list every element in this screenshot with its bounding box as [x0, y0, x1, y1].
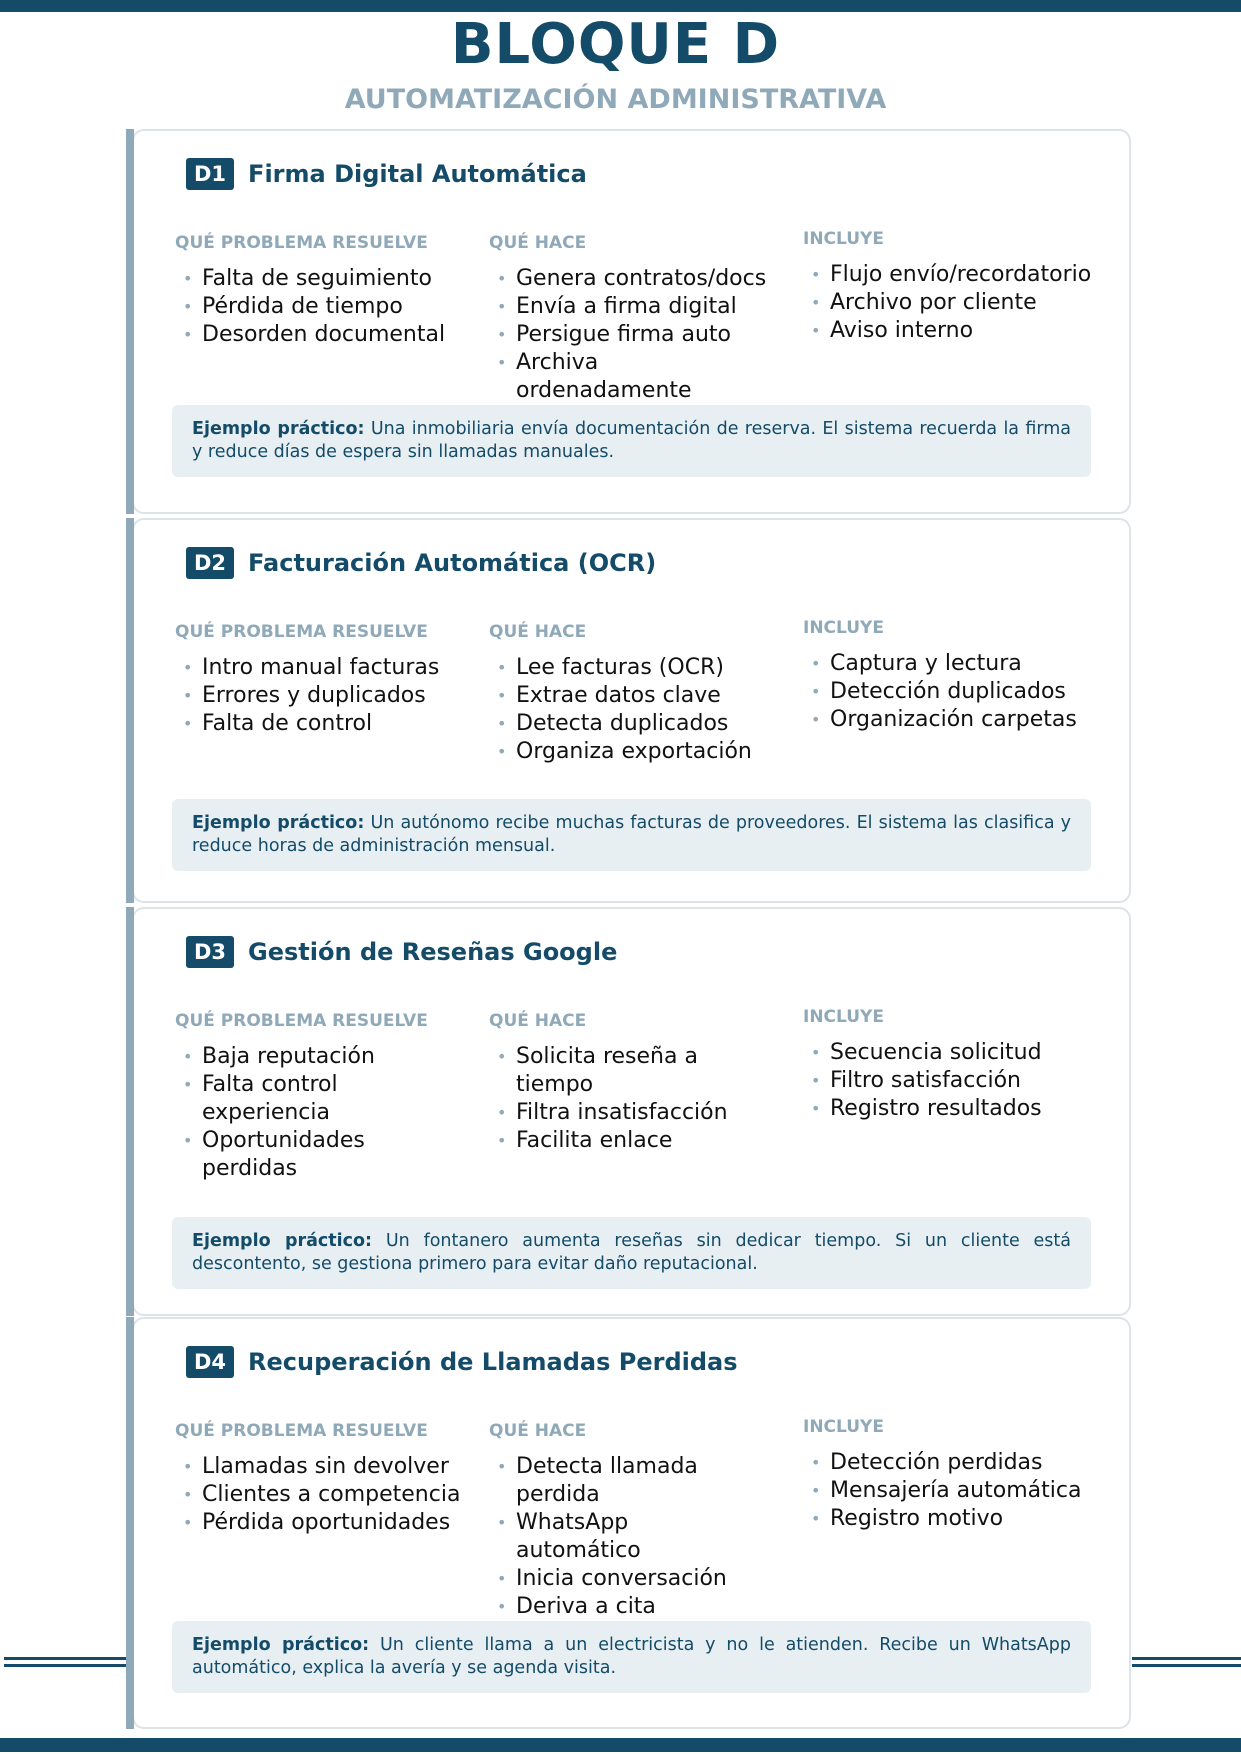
- does-list: [489, 265, 779, 405]
- includes-list: [803, 261, 1093, 345]
- list-item: • Archivo por cliente: [803, 289, 1093, 317]
- example-label: Ejemplo práctico:: [192, 813, 365, 833]
- list-item: • Detecta llamada perdida: [489, 1453, 739, 1509]
- list-item: • Organiza exportación: [489, 738, 779, 766]
- list-item: • Extrae datos clave: [489, 682, 779, 710]
- list-item: • Detección perdidas: [803, 1449, 1093, 1477]
- list-item: • Flujo envío/recordatorio: [803, 261, 1093, 289]
- list-item: • Oportunidades perdidas: [175, 1127, 385, 1183]
- block-code-badge: D2: [186, 547, 234, 579]
- card-header: [186, 547, 656, 579]
- problem-list: [175, 654, 465, 738]
- list-item: • Mensajería automática: [803, 1477, 1093, 1505]
- list-item: • Secuencia solicitud: [803, 1039, 1093, 1067]
- list-item: • Deriva a cita: [489, 1593, 739, 1621]
- problem-label: QUÉ PROBLEMA RESUELVE: [175, 622, 428, 642]
- list-item: • Persigue firma auto: [489, 321, 779, 349]
- list-item: • Genera contratos/docs: [489, 265, 779, 293]
- list-item: • Falta de control: [175, 710, 465, 738]
- does-column: [489, 1419, 779, 1621]
- does-column: [489, 231, 779, 405]
- example-label: Ejemplo práctico:: [192, 1635, 370, 1655]
- list-item: • Desorden documental: [175, 321, 465, 349]
- list-item: • Falta control experiencia: [175, 1071, 385, 1127]
- list-item: • Llamadas sin devolver: [175, 1453, 465, 1481]
- card-header: [186, 1346, 738, 1378]
- example-text: Un cliente llama a un electricista y no le atienden. Recibe un WhatsApp automático, explica la avería y se agenda visita.: [192, 1635, 1071, 1678]
- list-item: • Captura y lectura: [803, 650, 1093, 678]
- list-item: • Aviso interno: [803, 317, 1093, 345]
- includes-column: [803, 227, 1093, 345]
- includes-list: [803, 650, 1093, 734]
- example-label: Ejemplo práctico:: [192, 419, 365, 439]
- problem-list: [175, 1453, 465, 1537]
- does-column: [489, 620, 779, 766]
- list-item: • Solicita reseña a tiempo: [489, 1043, 779, 1099]
- does-label: QUÉ HACE: [489, 1421, 587, 1441]
- example-box: [172, 1621, 1091, 1693]
- problem-column: [175, 231, 465, 349]
- block-card-d2: [132, 518, 1131, 903]
- list-item: • Registro motivo: [803, 1505, 1093, 1533]
- list-item: • Organización carpetas: [803, 706, 1093, 734]
- list-item: • Inicia conversación: [489, 1565, 739, 1593]
- list-item: • Intro manual facturas: [175, 654, 465, 682]
- does-list: [489, 654, 779, 766]
- includes-column: [803, 616, 1093, 734]
- list-item: • Detección duplicados: [803, 678, 1093, 706]
- includes-label: INCLUYE: [803, 618, 884, 638]
- list-item: • Baja reputación: [175, 1043, 385, 1071]
- list-item: • Errores y duplicados: [175, 682, 465, 710]
- example-text: Un fontanero aumenta reseñas sin dedicar tiempo. Si un cliente está descontento, se gestiona primero para evitar daño reputacional.: [192, 1231, 1071, 1274]
- example-text: Un autónomo recibe muchas facturas de proveedores. El sistema las clasifica y reduce horas de administración mensual.: [192, 813, 1071, 856]
- block-card-d3: [132, 907, 1131, 1316]
- list-item: • Facilita enlace: [489, 1127, 779, 1155]
- list-item: • Pérdida oportunidades: [175, 1509, 465, 1537]
- problem-list: [175, 265, 465, 349]
- includes-column: [803, 1005, 1093, 1123]
- problem-label: QUÉ PROBLEMA RESUELVE: [175, 1011, 428, 1031]
- problem-label: QUÉ PROBLEMA RESUELVE: [175, 233, 428, 253]
- block-code-badge: D4: [186, 1346, 234, 1378]
- list-item: • WhatsApp automático: [489, 1509, 739, 1565]
- includes-list: [803, 1039, 1093, 1123]
- list-item: • Filtra insatisfacción: [489, 1099, 779, 1127]
- page-subtitle: AUTOMATIZACIÓN ADMINISTRATIVA: [344, 84, 887, 115]
- includes-label: INCLUYE: [803, 1007, 884, 1027]
- includes-column: [803, 1415, 1093, 1533]
- does-label: QUÉ HACE: [489, 622, 587, 642]
- does-label: QUÉ HACE: [489, 233, 587, 253]
- includes-list: [803, 1449, 1093, 1533]
- does-label: QUÉ HACE: [489, 1011, 587, 1031]
- example-box: [172, 1217, 1091, 1289]
- problem-column: [175, 1009, 465, 1183]
- problem-label: QUÉ PROBLEMA RESUELVE: [175, 1421, 428, 1441]
- does-list: [489, 1453, 739, 1621]
- example-label: Ejemplo práctico:: [192, 1231, 373, 1251]
- page-title: BLOQUE D: [450, 12, 781, 77]
- includes-label: INCLUYE: [803, 1417, 884, 1437]
- block-title: Firma Digital Automática: [248, 160, 587, 188]
- does-list: [489, 1043, 779, 1155]
- problem-column: [175, 620, 465, 738]
- block-title: Facturación Automática (OCR): [248, 549, 657, 577]
- block-title: Recuperación de Llamadas Perdidas: [248, 1348, 738, 1376]
- example-box: [172, 405, 1091, 477]
- list-item: • Registro resultados: [803, 1095, 1093, 1123]
- list-item: • Detecta duplicados: [489, 710, 779, 738]
- block-card-d4: [132, 1317, 1131, 1729]
- list-item: • Pérdida de tiempo: [175, 293, 465, 321]
- list-item: • Lee facturas (OCR): [489, 654, 779, 682]
- left-ornament-lines: [4, 1657, 134, 1671]
- example-box: [172, 799, 1091, 871]
- list-item: • Archiva ordenadamente: [489, 349, 779, 405]
- right-ornament-lines: [1132, 1657, 1241, 1671]
- does-column: [489, 1009, 779, 1155]
- block-code-badge: D3: [186, 936, 234, 968]
- example-text: Una inmobiliaria envía documentación de reserva. El sistema recuerda la firma y reduce días de espera sin llamadas manuales.: [192, 419, 1071, 462]
- block-card-d1: [132, 129, 1131, 514]
- list-item: • Envía a firma digital: [489, 293, 779, 321]
- includes-label: INCLUYE: [803, 229, 884, 249]
- list-item: • Clientes a competencia: [175, 1481, 465, 1509]
- problem-list: [175, 1043, 385, 1183]
- card-header: [186, 158, 587, 190]
- bottom-rule: [0, 1738, 1241, 1752]
- problem-column: [175, 1419, 465, 1537]
- list-item: • Filtro satisfacción: [803, 1067, 1093, 1095]
- list-item: • Falta de seguimiento: [175, 265, 465, 293]
- block-code-badge: D1: [186, 158, 234, 190]
- card-header: [186, 936, 617, 968]
- block-title: Gestión de Reseñas Google: [248, 938, 618, 966]
